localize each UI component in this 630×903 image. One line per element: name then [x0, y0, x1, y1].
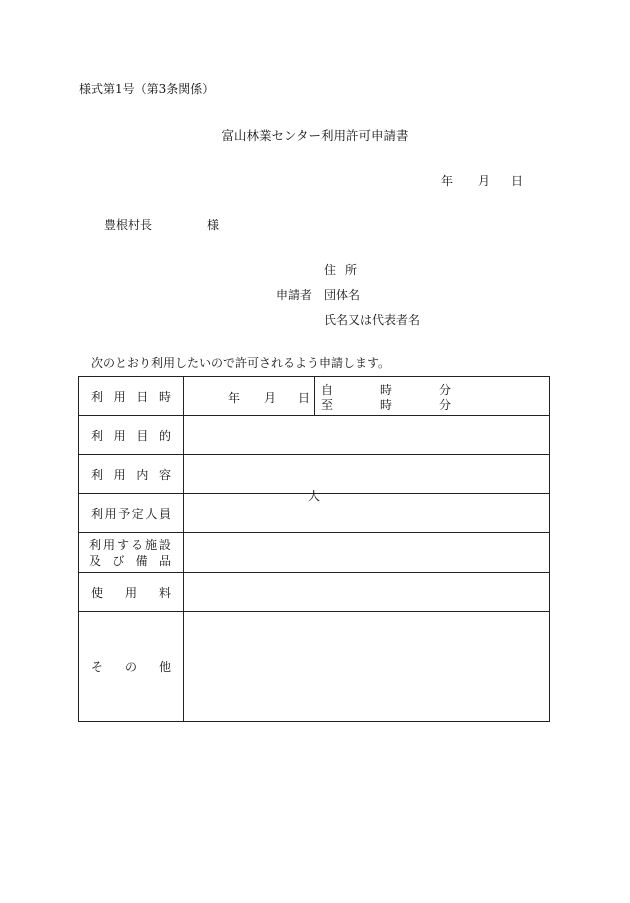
to-label: 至: [321, 398, 334, 412]
document-title: 富山林業センター利用許可申請書: [221, 128, 409, 143]
label-char: そ: [91, 660, 104, 674]
usage-content-field[interactable]: [184, 455, 550, 494]
label-char: 他: [158, 660, 171, 674]
applicant-label: 申請者: [276, 288, 313, 302]
table-row-people: [79, 494, 550, 533]
to-hour-label: 時: [380, 398, 393, 412]
label-char: 予: [118, 506, 131, 521]
table-row-purpose: [79, 416, 550, 455]
form-number: 様式第1号（第3条関係）: [79, 82, 215, 96]
group-name-label: 団体名: [324, 288, 361, 302]
label-char: 容: [158, 467, 171, 482]
label-char: 用: [102, 537, 115, 552]
usage-date-field[interactable]: [184, 377, 315, 415]
label-char: 時: [158, 389, 171, 404]
label-planned-people: [79, 494, 184, 533]
representative-label: 氏名又は代表者名: [324, 313, 421, 327]
label-usage-purpose: [79, 416, 184, 455]
usage-day-label: 日: [298, 391, 311, 405]
other-field[interactable]: [184, 612, 550, 722]
label-char: 品: [158, 553, 171, 568]
label-usage-fee: [79, 573, 184, 612]
label-char: 施: [144, 537, 157, 552]
label-char: 目: [136, 428, 149, 443]
label-usage-datetime: [79, 377, 184, 416]
table-row-datetime: [79, 377, 550, 416]
table-row-facility: [79, 533, 550, 573]
address-label: 住所: [324, 263, 367, 277]
label-char: 用: [113, 467, 126, 482]
application-table: [78, 376, 550, 722]
from-label: 自: [321, 383, 334, 397]
label-char: 用: [124, 585, 137, 600]
label-char: 利: [89, 537, 102, 552]
label-char: 利: [91, 506, 104, 521]
date-month-label: 月: [478, 174, 491, 188]
label-char: 用: [104, 506, 117, 521]
label-char: 備: [135, 553, 148, 568]
label-char: 及: [89, 553, 102, 568]
label-char: 的: [158, 428, 171, 443]
intro-text: 次のとおり利用したいので許可されるよう申請します。: [91, 356, 391, 370]
honorific: 様: [207, 218, 220, 232]
facility-equipment-field[interactable]: [184, 533, 550, 573]
label-char: 用: [113, 389, 126, 404]
from-minute-label: 分: [439, 383, 452, 397]
usage-time-field[interactable]: [315, 377, 549, 415]
label-char: 利: [91, 467, 104, 482]
label-char: の: [124, 660, 137, 674]
label-char: び: [112, 553, 125, 568]
label-char: 用: [113, 428, 126, 443]
table-row-other: [79, 612, 550, 722]
people-unit-label: 人: [308, 489, 321, 503]
table-row-fee: [79, 573, 550, 612]
label-char: 定: [131, 506, 144, 521]
addressee: 豊根村長: [104, 218, 153, 232]
from-hour-label: 時: [380, 383, 393, 397]
usage-year-label: 年: [228, 391, 241, 405]
date-day-label: 日: [511, 174, 524, 188]
label-facility-equipment: [79, 533, 184, 573]
usage-fee-field[interactable]: [184, 573, 550, 612]
to-minute-label: 分: [439, 398, 452, 412]
datetime-value-cell[interactable]: [184, 377, 550, 416]
label-char: 料: [158, 585, 171, 600]
label-usage-content: [79, 455, 184, 494]
label-char: る: [130, 537, 143, 552]
label-other: [79, 612, 184, 722]
label-char: 内: [136, 467, 149, 482]
label-char: 員: [158, 506, 171, 521]
label-char: す: [116, 537, 129, 552]
label-char: 人: [145, 506, 158, 521]
label-char: 日: [136, 389, 149, 404]
label-char: 使: [91, 585, 104, 600]
usage-purpose-field[interactable]: [184, 416, 550, 455]
label-char: 利: [91, 428, 104, 443]
usage-month-label: 月: [264, 391, 277, 405]
label-char: 利: [91, 389, 104, 404]
label-char: 設: [158, 537, 171, 552]
planned-people-field[interactable]: [184, 489, 550, 533]
date-year-label: 年: [441, 174, 454, 188]
